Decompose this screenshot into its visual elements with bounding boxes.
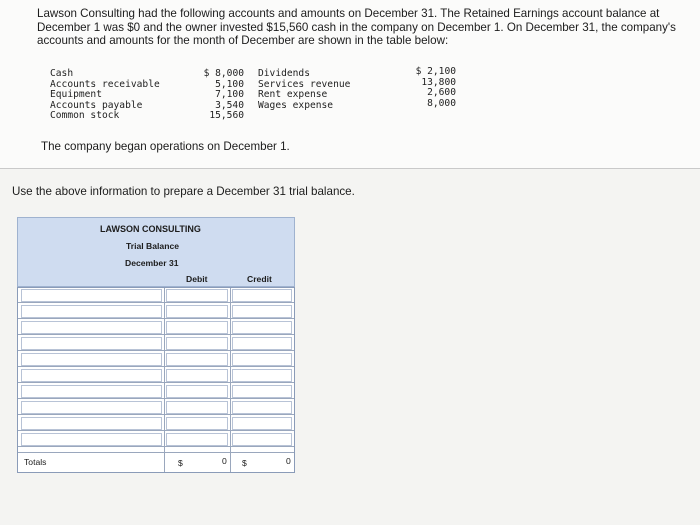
began-text: The company began operations on December 1.: [41, 140, 290, 153]
debit-input[interactable]: [166, 305, 228, 318]
statement-date: December 31: [125, 258, 179, 268]
debit-input[interactable]: [166, 337, 228, 350]
account-name: Rent expense: [258, 89, 328, 101]
table-row: [18, 368, 294, 383]
account-title-input[interactable]: [21, 369, 162, 382]
accounts-left-names: [50, 69, 160, 122]
account-amount: 3,540: [215, 99, 244, 111]
table-row: [18, 432, 294, 447]
accounts-left-amounts: [190, 69, 244, 122]
table-row: [18, 288, 294, 303]
debit-input[interactable]: [166, 369, 228, 382]
company-name: LAWSON CONSULTING: [100, 224, 201, 234]
credit-input[interactable]: [232, 353, 292, 366]
account-title-input[interactable]: [21, 305, 162, 318]
trial-balance-header: [17, 217, 295, 287]
account-amount: $ 8,000: [203, 68, 244, 79]
credit-input[interactable]: [232, 305, 292, 318]
account-title-input[interactable]: [21, 321, 162, 334]
accounts-right-amounts: [400, 67, 456, 109]
totals-row: [18, 452, 294, 472]
debit-input[interactable]: [166, 353, 228, 366]
table-row: [18, 384, 294, 399]
account-title-input[interactable]: [21, 417, 162, 430]
credit-input[interactable]: [232, 385, 292, 398]
debit-input[interactable]: [166, 321, 228, 334]
statement-title: Trial Balance: [126, 241, 180, 251]
debit-header: Debit: [186, 274, 208, 284]
table-row: [18, 352, 294, 367]
debit-input[interactable]: [166, 433, 228, 446]
trial-balance-table: [17, 217, 295, 473]
debit-total: 0: [222, 456, 227, 466]
account-title-input[interactable]: [21, 337, 162, 350]
account-title-input[interactable]: [21, 401, 162, 414]
account-name: Cash: [50, 68, 74, 79]
table-row: [18, 416, 294, 431]
credit-input[interactable]: [232, 369, 292, 382]
credit-input[interactable]: [232, 289, 292, 302]
account-title-input[interactable]: [21, 433, 162, 446]
account-name: Services revenue: [258, 78, 351, 90]
account-title-input[interactable]: [21, 353, 162, 366]
account-amount: 13,800: [421, 76, 456, 88]
account-title-input[interactable]: [21, 385, 162, 398]
credit-total: 0: [286, 456, 291, 466]
account-amount: 5,100: [215, 78, 244, 90]
table-row: [18, 304, 294, 319]
credit-input[interactable]: [232, 401, 292, 414]
account-amount: 2,600: [427, 87, 456, 99]
account-amount: $ 2,100: [415, 66, 456, 77]
debit-currency: $: [178, 458, 183, 468]
account-name: Dividends: [258, 68, 310, 79]
account-name: Equipment: [50, 89, 102, 101]
credit-input[interactable]: [232, 417, 292, 430]
account-name: Common stock: [50, 110, 120, 122]
credit-header: Credit: [247, 274, 272, 284]
credit-currency: $: [242, 458, 247, 468]
credit-input[interactable]: [232, 433, 292, 446]
instruction-text: Use the above information to prepare a December 31 trial balance.: [12, 185, 355, 198]
account-amount: 15,560: [209, 110, 244, 122]
account-name: Accounts payable: [50, 99, 143, 111]
intro-text: Lawson Consulting had the following accounts and amounts on December 31. The Retained Earnings account balance at December 1 was $0 and the owner invested $15,560 cash in the company on December 1. On December 31, the company's accounts and amounts for the month of December are shown in the table below:: [37, 7, 676, 47]
account-name: Accounts receivable: [50, 78, 160, 90]
account-amount: 8,000: [427, 97, 456, 109]
totals-label: Totals: [24, 457, 47, 467]
account-title-input[interactable]: [21, 289, 162, 302]
debit-input[interactable]: [166, 401, 228, 414]
account-amount: 7,100: [215, 89, 244, 101]
account-name: Wages expense: [258, 99, 334, 111]
debit-input[interactable]: [166, 289, 228, 302]
credit-input[interactable]: [232, 321, 292, 334]
debit-input[interactable]: [166, 417, 228, 430]
table-row: [18, 400, 294, 415]
credit-input[interactable]: [232, 337, 292, 350]
table-row: [18, 336, 294, 351]
trial-balance-grid: [17, 287, 295, 473]
debit-input[interactable]: [166, 385, 228, 398]
accounts-right-names: [258, 69, 350, 111]
table-row: [18, 320, 294, 335]
problem-card: [0, 0, 700, 169]
